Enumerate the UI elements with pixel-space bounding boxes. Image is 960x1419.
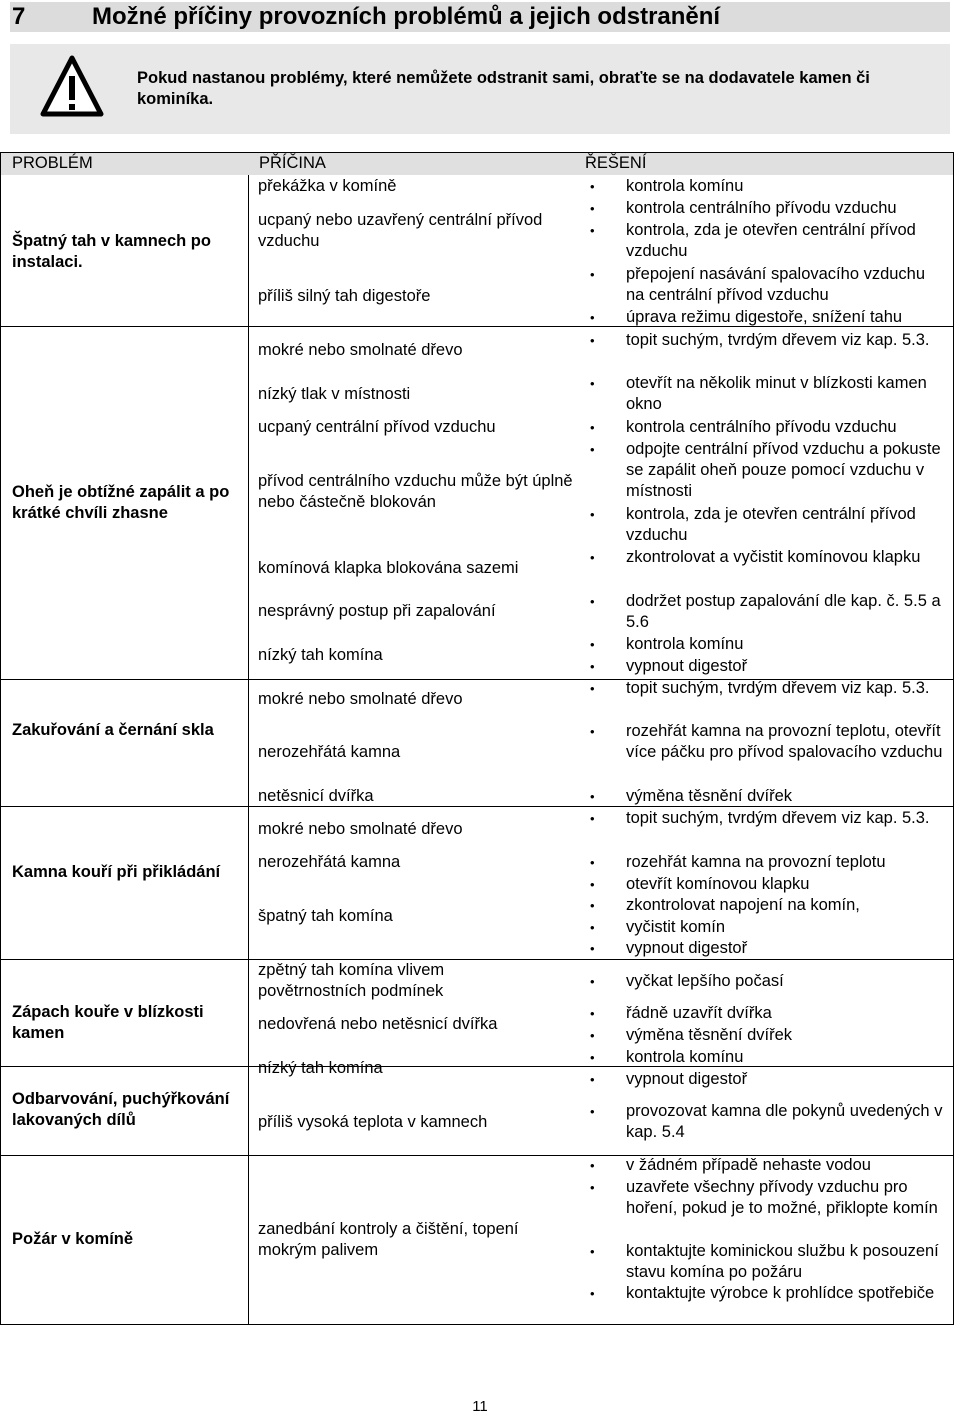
solution-item: • kontrola centrálního přívodu vzduchu xyxy=(626,417,946,438)
solution-item: • kontaktujte výrobce k prohlídce spotřebiče xyxy=(626,1283,946,1304)
column-header-cause: PŘÍČINA xyxy=(259,154,326,172)
problem-cell: Zakuřování a černání skla xyxy=(12,721,214,739)
cause-cell: nesprávný postup při zapalování xyxy=(258,602,496,620)
solution-item: • úprava režimu digestoře, snížení tahu xyxy=(626,307,946,328)
cause-cell: ucpaný centrální přívod vzduchu xyxy=(258,418,496,436)
solution-item: • kontrola, zda je otevřen centrální přívod vzduchu xyxy=(626,220,946,262)
problem-cell: Zápach kouře v blízkosti kamen xyxy=(12,1003,204,1042)
solution-item: • kontaktujte kominickou službu k posouzení stavu komína po požáru xyxy=(626,1241,946,1283)
cause-cell: nízký tah komína xyxy=(258,1059,383,1077)
solution-item: • topit suchým, tvrdým dřevem viz kap. 5.3. xyxy=(626,678,946,699)
solution-item: • vypnout digestoř xyxy=(626,656,946,677)
problem-cell: Odbarvování, puchýřkování lakovaných dílů xyxy=(12,1090,230,1129)
cause-cell: překážka v komíně xyxy=(258,177,397,195)
column-header-problem: PROBLÉM xyxy=(12,154,93,172)
warning-box xyxy=(10,44,950,134)
solution-item: • kontrola komínu xyxy=(626,176,946,197)
solution-item: • otevřít na několik minut v blízkosti kamen okno xyxy=(626,373,946,415)
solution-item: • vyčkat lepšího počasí xyxy=(626,971,946,992)
cause-cell: nerozehřátá kamna xyxy=(258,853,401,871)
solution-item: • výměna těsnění dvířek xyxy=(626,1025,946,1046)
solution-item: • v žádném případě nehaste vodou xyxy=(626,1155,946,1176)
cause-cell: nízký tlak v místnosti xyxy=(258,385,411,403)
problem-cell: Špatný tah v kamnech po instalaci. xyxy=(12,232,211,271)
table-header-row xyxy=(1,153,953,175)
cause-cell: mokré nebo smolnaté dřevo xyxy=(258,820,463,838)
solution-item: • vypnout digestoř xyxy=(626,1069,946,1090)
cause-cell: zanedbání kontroly a čištění, topení mokrým palivem xyxy=(258,1220,519,1259)
cause-cell: špatný tah komína xyxy=(258,907,393,925)
solution-item: • provozovat kamna dle pokynů uvedených v kap. 5.4 xyxy=(626,1101,946,1143)
solution-item: • přepojení nasávání spalovacího vzduchu na centrální přívod vzduchu xyxy=(626,264,946,306)
cause-cell: přívod centrálního vzduchu může být úplně nebo částečně blokován xyxy=(258,472,573,511)
solution-item: • výměna těsnění dvířek xyxy=(626,786,946,807)
cause-cell: nerozehřátá kamna xyxy=(258,743,401,761)
problem-cell: Kamna kouří při přikládání xyxy=(12,863,221,881)
section-number: 7 xyxy=(12,3,26,30)
cause-cell: komínová klapka blokována sazemi xyxy=(258,559,519,577)
solution-item: • rozehřát kamna na provozní teplotu xyxy=(626,852,946,873)
cause-cell: mokré nebo smolnaté dřevo xyxy=(258,690,463,708)
warning-text: Pokud nastanou problémy, které nemůžete odstranit sami, obraťte se na dodavatele kamen či kominíka. xyxy=(137,69,870,108)
solution-item: • řádně uzavřít dvířka xyxy=(626,1003,946,1024)
warning-triangle-icon xyxy=(40,54,104,120)
solution-item: • vyčistit komín xyxy=(626,917,946,938)
problem-cell: Požár v komíně xyxy=(12,1230,134,1248)
solution-item: • kontrola, zda je otevřen centrální přívod vzduchu xyxy=(626,504,946,546)
section-title: Možné příčiny provozních problémů a jejich odstranění xyxy=(92,3,721,30)
cause-cell: příliš vysoká teplota v kamnech xyxy=(258,1113,488,1131)
cause-cell: nedovřená nebo netěsnicí dvířka xyxy=(258,1015,498,1033)
cause-cell: nízký tah komína xyxy=(258,646,383,664)
column-header-solution: ŘEŠENÍ xyxy=(585,154,647,172)
cause-cell: ucpaný nebo uzavřený centrální přívod vzduchu xyxy=(258,211,543,250)
page-number: 11 xyxy=(472,1398,488,1415)
solution-item: • topit suchým, tvrdým dřevem viz kap. 5.3. xyxy=(626,808,946,829)
section-header xyxy=(10,2,950,32)
cause-cell: zpětný tah komína vlivem povětrnostních podmínek xyxy=(258,961,445,1000)
solution-item: • rozehřát kamna na provozní teplotu, otevřít více páčku pro přívod spalovacího vzduchu xyxy=(626,721,946,763)
column-divider xyxy=(248,175,249,1324)
solution-item: • zkontrolovat napojení na komín, xyxy=(626,895,946,916)
solution-item: • kontrola komínu xyxy=(626,634,946,655)
solution-item: • otevřít komínovou klapku xyxy=(626,874,946,895)
cause-cell: mokré nebo smolnaté dřevo xyxy=(258,341,463,359)
solution-item: • zkontrolovat a vyčistit komínovou klapku xyxy=(626,547,946,568)
solution-item: • kontrola komínu xyxy=(626,1047,946,1068)
solution-item: • kontrola centrálního přívodu vzduchu xyxy=(626,198,946,219)
cause-cell: příliš silný tah digestoře xyxy=(258,287,431,305)
solution-item: • uzavřete všechny přívody vzduchu pro hoření, pokud je to možné, přiklopte komín xyxy=(626,1177,946,1219)
solution-item: • vypnout digestoř xyxy=(626,938,946,959)
solution-item: • odpojte centrální přívod vzduchu a pokuste se zapálit oheň pouze pomocí vzduchu v místnosti xyxy=(626,439,946,502)
solution-item: • topit suchým, tvrdým dřevem viz kap. 5.3. xyxy=(626,330,946,351)
problem-cell: Oheň je obtížné zapálit a po krátké chvíli zhasne xyxy=(12,483,230,522)
cause-cell: netěsnicí dvířka xyxy=(258,787,374,805)
solution-item: • dodržet postup zapalování dle kap. č. 5.5 a 5.6 xyxy=(626,591,946,633)
